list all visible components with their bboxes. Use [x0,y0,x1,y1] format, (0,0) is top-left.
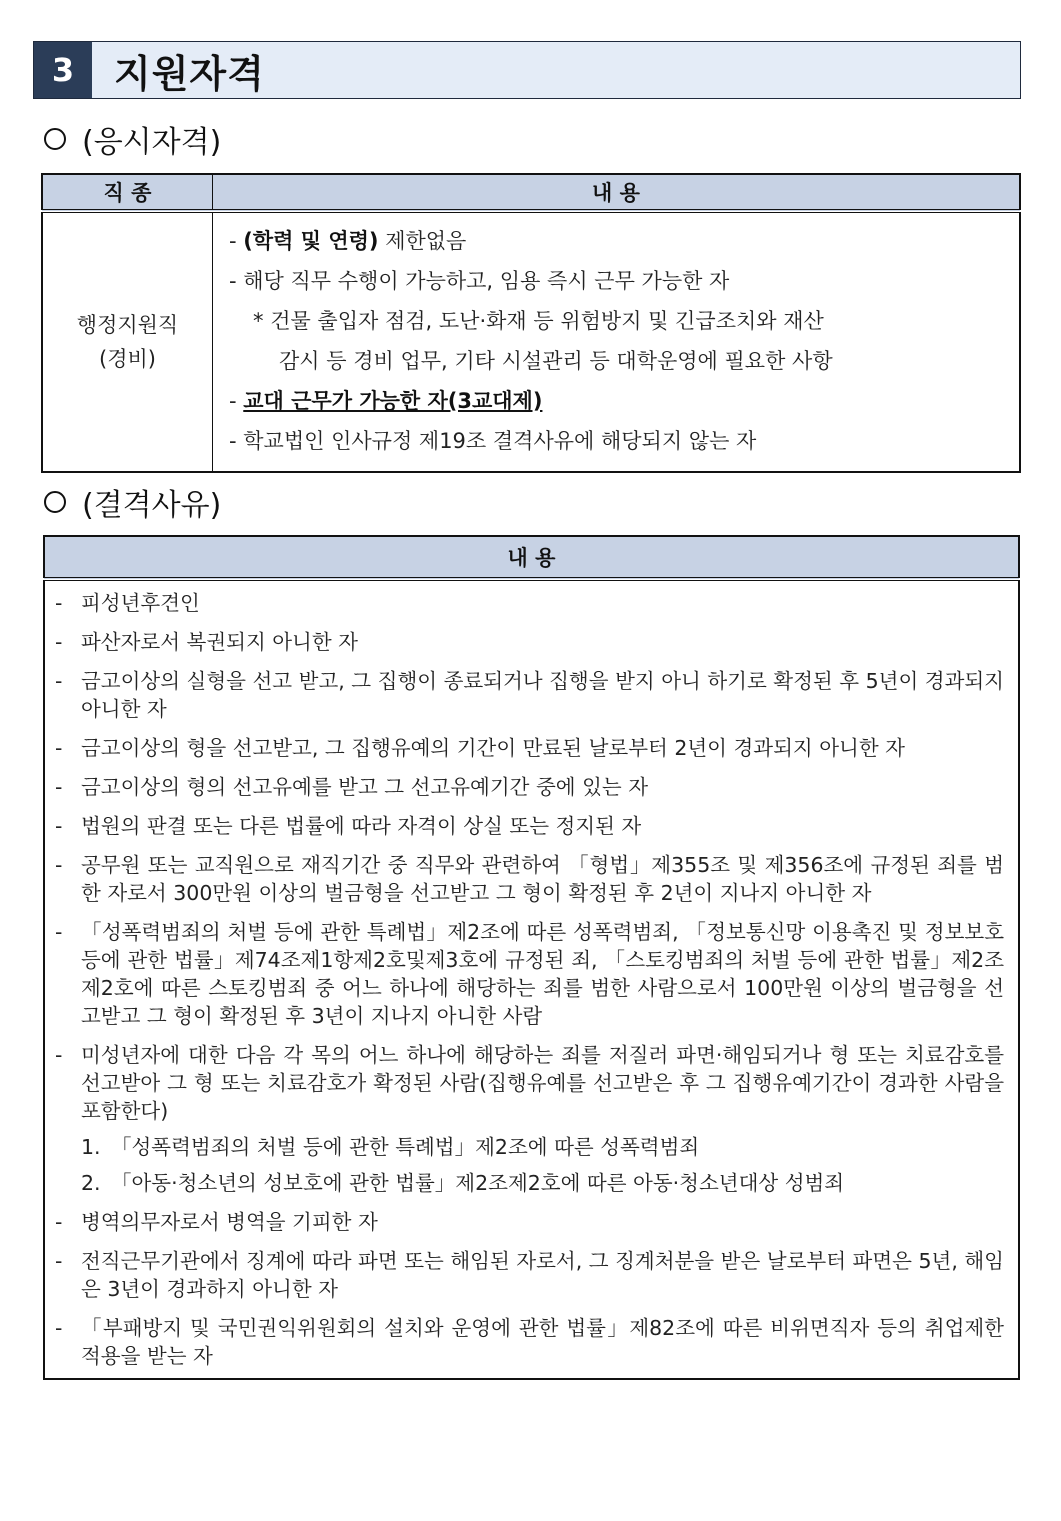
list-item: - 파산자로서 복권되지 아니한 자 [55,630,358,654]
list-item: - 미성년자에 대한 다음 각 목의 어느 하나에 해당하는 죄를 저질러 파면·해임되거나 형 또는 치료감호를 선고받아 그 형 또는 치료감호가 확정된 사람(집행유예를 선고받은 후 그 집행유예기간이 경과한 사람을 포함한다) [55,1043,1004,1123]
circle-bullet-icon [44,491,66,513]
section-header [33,41,1021,99]
list-item: - 전직근무기관에서 징계에 따라 파면 또는 해임된 자로서, 그 징계처분을 받은 날로부터 파면은 5년, 해임은 3년이 경과하지 아니한 자 [55,1249,1004,1301]
list-item: - 피성년후견인 [55,591,200,615]
qual-note-line: 감시 등 경비 업무, 기타 시설관리 등 대학운영에 필요한 사항 [279,349,833,373]
list-item: - 「부패방지 및 국민권익위원회의 설치와 운영에 관한 법률」제82조에 따른 비위면직자 등의 취업제한 적용을 받는 자 [55,1316,1004,1368]
list-item: - 공무원 또는 교직원으로 재직기간 중 직무와 관련하여 「형법」제355조 및 제356조에 규정된 죄를 범한 자로서 300만원 이상의 벌금형을 선고받고 그 형이 확정된 후 2년이 지나지 아니한 자 [55,853,1004,905]
disqualification-heading [40,480,221,524]
job-subtype: (경비) [99,347,156,371]
section-title: 지원자격 [114,51,265,96]
list-item: - 금고이상의 실형을 선고 받고, 그 집행이 종료되거나 집행을 받지 아니 하기로 확정된 후 5년이 경과되지 아니한 자 [55,669,1004,721]
col-content-header: 내 용 [44,536,1019,579]
disqualification-heading-text: (결격사유) [82,488,222,523]
list-item: - 병역의무자로서 병역을 기피한 자 [55,1210,378,1234]
job-name: 행정지원직 [76,313,179,337]
qual-note-line: * 건물 출입자 점검, 도난·화재 등 위험방지 및 긴급조치와 재산 [253,309,824,333]
qualification-heading-text: (응시자격) [82,125,222,160]
col-job-header: 직 종 [42,174,213,211]
job-cell [42,211,213,472]
qual-line: - 교대 근무가 가능한 자(3교대제) [229,389,543,413]
list-item: - 금고이상의 형을 선고받고, 그 집행유예의 기간이 만료된 날로부터 2년이 경과되지 아니한 자 [55,736,905,760]
list-item: - 금고이상의 형의 선고유예를 받고 그 선고유예기간 중에 있는 자 [55,775,649,799]
disqualification-content [44,579,1019,1379]
col-content-header: 내 용 [213,174,1021,211]
qual-line: - (학력 및 연령) 제한없음 [229,229,467,253]
section-number: 3 [34,42,92,98]
list-item: - 법원의 판결 또는 다른 법률에 따라 자격이 상실 또는 정지된 자 [55,814,642,838]
numbered-sub-item: 1. 「성폭력범죄의 처벌 등에 관한 특례법」제2조에 따른 성폭력범죄 [81,1135,700,1159]
qualification-table [41,173,1021,473]
numbered-sub-item: 2. 「아동·청소년의 성보호에 관한 법률」제2조제2호에 따른 아동·청소년대상 성범죄 [81,1171,845,1195]
qualification-content [213,211,1021,472]
list-item: - 「성폭력범죄의 처벌 등에 관한 특례법」제2조에 따른 성폭력범죄, 「정보통신망 이용촉진 및 정보보호 등에 관한 법률」제74조제1항제2호및제3호에 규정된 죄, 「스토킹범죄의 처벌 등에 관한 법률」제2조제2호에 따른 스토킹범죄 중 어느 하나에 해당하는 죄를 범한 사람으로서 100만원 이상의 벌금형을 선고받고 그 형이 확정된 후 3년이 지나지 아니한 사람 [55,920,1004,1028]
qual-line: - 해당 직무 수행이 가능하고, 임용 즉시 근무 가능한 자 [229,269,730,293]
disqualification-table [43,535,1020,1380]
qualification-heading [40,117,221,161]
qual-line: - 학교법인 인사규정 제19조 결격사유에 해당되지 않는 자 [229,429,757,453]
circle-bullet-icon [44,128,66,150]
